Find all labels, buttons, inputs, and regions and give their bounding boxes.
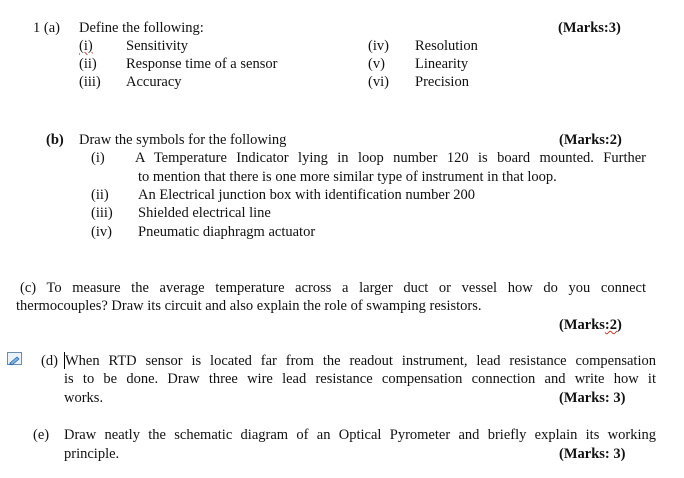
- question-1a-number: 1 (a): [33, 20, 60, 36]
- item-number-iv: (iv): [368, 38, 389, 54]
- b-item-i-line2: to mention that there is one more similar type of instrument in that loop.: [138, 169, 557, 185]
- b-item-iv-text: Pneumatic diaphragm actuator: [138, 224, 316, 240]
- question-b-label: (b): [46, 132, 64, 148]
- question-d-line2: is to be done. Draw three wire lead resistance compensation connection and write how it: [64, 371, 656, 387]
- question-e-marks: (Marks: 3): [559, 446, 626, 462]
- b-item-ii-text: An Electrical junction box with identification number 200: [138, 187, 476, 203]
- question-b-prompt: Draw the symbols for the following: [79, 132, 287, 148]
- item-number-i: (i): [79, 38, 93, 54]
- question-d-marks: (Marks: 3): [559, 390, 626, 406]
- comment-marker-icon[interactable]: [7, 352, 22, 365]
- question-e-line1: Draw neatly the schematic diagram of an Optical Pyrometer and briefly explain its working: [64, 427, 656, 443]
- item-number-vi: (vi): [368, 74, 389, 90]
- b-item-number-i: (i): [91, 150, 105, 166]
- item-term-sensitivity: Sensitivity: [126, 38, 189, 54]
- question-c-line2: thermocouples? Draw its circuit and also explain the role of swamping resistors.: [16, 298, 482, 314]
- question-d-line3: works.: [64, 390, 104, 406]
- question-d-line1: When RTD sensor is located far from the readout instrument, lead resistance compensation: [65, 353, 656, 369]
- question-1a-prompt: Define the following:: [79, 20, 204, 36]
- item-number-ii: (ii): [79, 56, 97, 72]
- b-item-i-line1: A Temperature Indicator lying in loop number 120 is board mounted. Further: [135, 150, 646, 166]
- item-term-resolution: Resolution: [415, 38, 478, 54]
- b-item-iii-text: Shielded electrical line: [138, 205, 271, 221]
- question-d-label: (d): [41, 353, 58, 369]
- item-number-iii: (iii): [79, 74, 101, 90]
- b-item-number-ii: (ii): [91, 187, 109, 203]
- question-c-marks: (Marks:2): [559, 317, 622, 333]
- question-b-marks: (Marks:2): [559, 132, 622, 148]
- item-number-v: (v): [368, 56, 385, 72]
- item-term-precision: Precision: [415, 74, 469, 90]
- item-term-response-time: Response time of a sensor: [126, 56, 278, 72]
- item-term-linearity: Linearity: [415, 56, 469, 72]
- question-c-line1: (c) To measure the average temperature across a larger duct or vessel how do you connect: [20, 280, 646, 296]
- question-e-label: (e): [33, 427, 50, 443]
- b-item-number-iv: (iv): [91, 224, 112, 240]
- item-term-accuracy: Accuracy: [126, 74, 182, 90]
- b-item-number-iii: (iii): [91, 205, 113, 221]
- question-1a-marks: (Marks:3): [558, 20, 621, 36]
- question-e-line2: principle.: [64, 446, 120, 462]
